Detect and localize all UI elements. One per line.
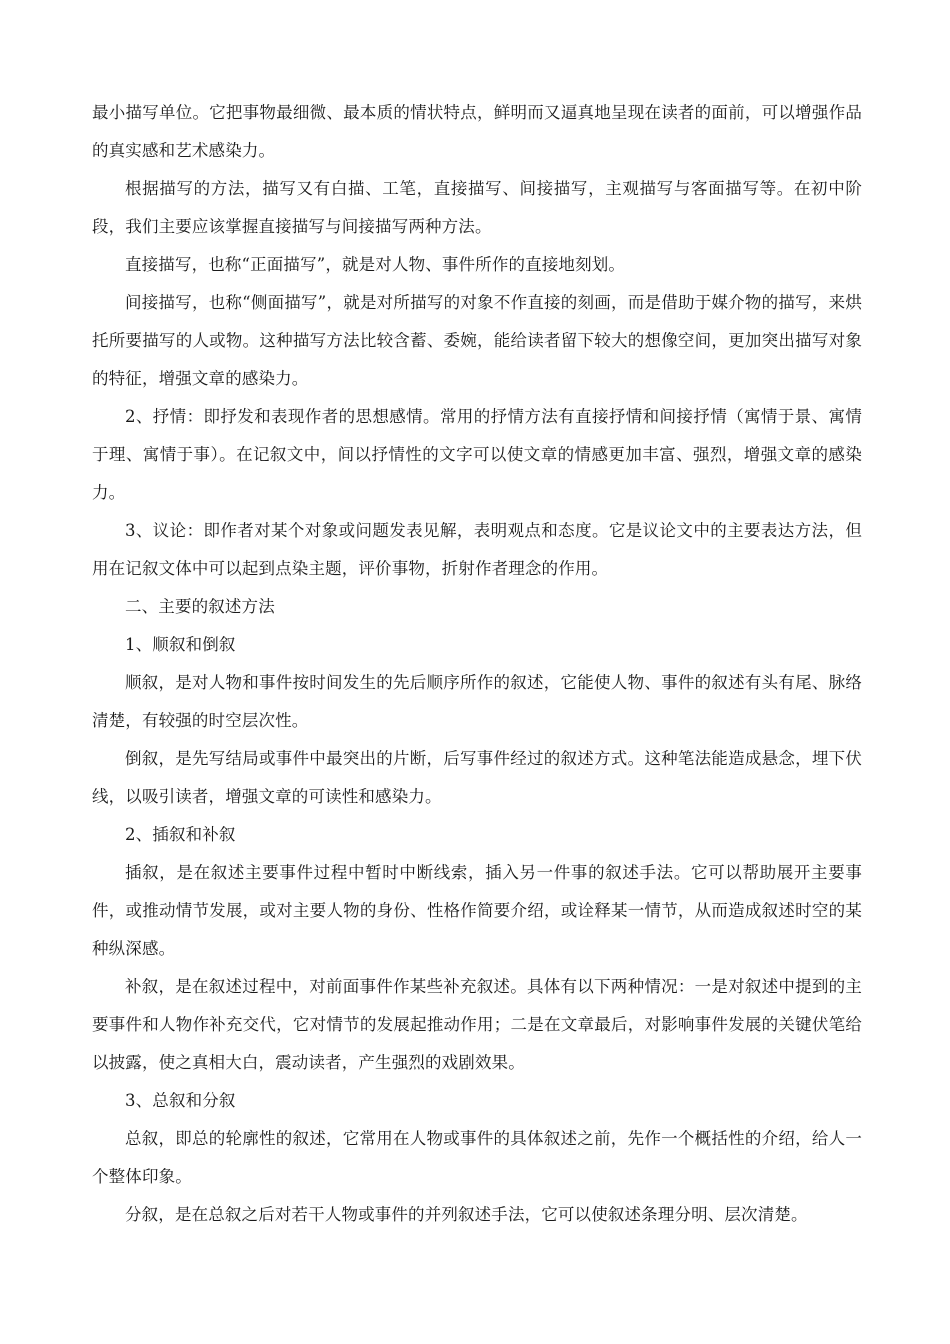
paragraph-general-narration: 总叙，即总的轮廓性的叙述，它常用在人物或事件的具体叙述之前，先作一个概括性的介绍，给人一个整体印象。	[92, 1129, 862, 1186]
section-heading-narration-methods: 二、主要的叙述方法	[125, 597, 275, 616]
paragraph-interpolation: 插叙，是在叙述主要事件过程中暂时中断线索，插入另一件事的叙述手法。它可以帮助展开主要事件，或推动情节发展，或对主要人物的身份、性格作简要介绍，或诠释某一情节，从而造成叙述时空的某种纵深感。	[92, 863, 862, 958]
subheading-interpolation-supplement: 2、插叙和补叙	[125, 825, 236, 844]
paragraph-separate-narration: 分叙，是在总叙之后对若干人物或事件的并列叙述手法，它可以使叙述条理分明、层次清楚。	[125, 1205, 808, 1224]
paragraph-indirect-description: 间接描写，也称“侧面描写”，就是对所描写的对象不作直接的刻画，而是借助于媒介物的描写，来烘托所要描写的人或物。这种描写方法比较含蓄、委婉，能给读者留下较大的想像空间，更加突出描写对象的特征，增强文章的感染力。	[92, 293, 862, 388]
paragraph-supplement: 补叙，是在叙述过程中，对前面事件作某些补充叙述。具体有以下两种情况：一是对叙述中提到的主要事件和人物作补充交代，它对情节的发展起推动作用；二是在文章最后，对影响事件发展的关键伏笔给以披露，使之真相大白，震动读者，产生强烈的戏剧效果。	[92, 977, 862, 1072]
paragraph-chronological: 顺叙，是对人物和事件按时间发生的先后顺序所作的叙述，它能使人物、事件的叙述有头有尾、脉络清楚，有较强的时空层次性。	[92, 673, 862, 730]
paragraph-argumentation: 3、议论：即作者对某个对象或问题发表见解，表明观点和态度。它是议论文中的主要表达方法，但用在记叙文体中可以起到点染主题，评价事物，折射作者理念的作用。	[92, 521, 862, 578]
paragraph-flashback: 倒叙，是先写结局或事件中最突出的片断，后写事件经过的叙述方式。这种笔法能造成悬念，埋下伏线，以吸引读者，增强文章的可读性和感染力。	[92, 749, 862, 806]
document-page	[92, 94, 862, 1234]
paragraph-description-methods: 根据描写的方法，描写又有白描、工笔，直接描写、间接描写，主观描写与客面描写等。在初中阶段，我们主要应该掌握直接描写与间接描写两种方法。	[92, 179, 862, 236]
paragraph-continuation: 最小描写单位。它把事物最细微、最本质的情状特点，鲜明而又逼真地呈现在读者的面前，可以增强作品的真实感和艺术感染力。	[92, 103, 862, 160]
paragraph-lyricism: 2、抒情：即抒发和表现作者的思想感情。常用的抒情方法有直接抒情和间接抒情（寓情于景、寓情于理、寓情于事）。在记叙文中，间以抒情性的文字可以使文章的情感更加丰富、强烈，增强文章的感染力。	[92, 407, 862, 502]
paragraph-direct-description: 直接描写，也称“正面描写”，就是对人物、事件所作的直接地刻划。	[125, 255, 626, 274]
subheading-general-separate: 3、总叙和分叙	[125, 1091, 236, 1110]
subheading-chronological-flashback: 1、顺叙和倒叙	[125, 635, 236, 654]
